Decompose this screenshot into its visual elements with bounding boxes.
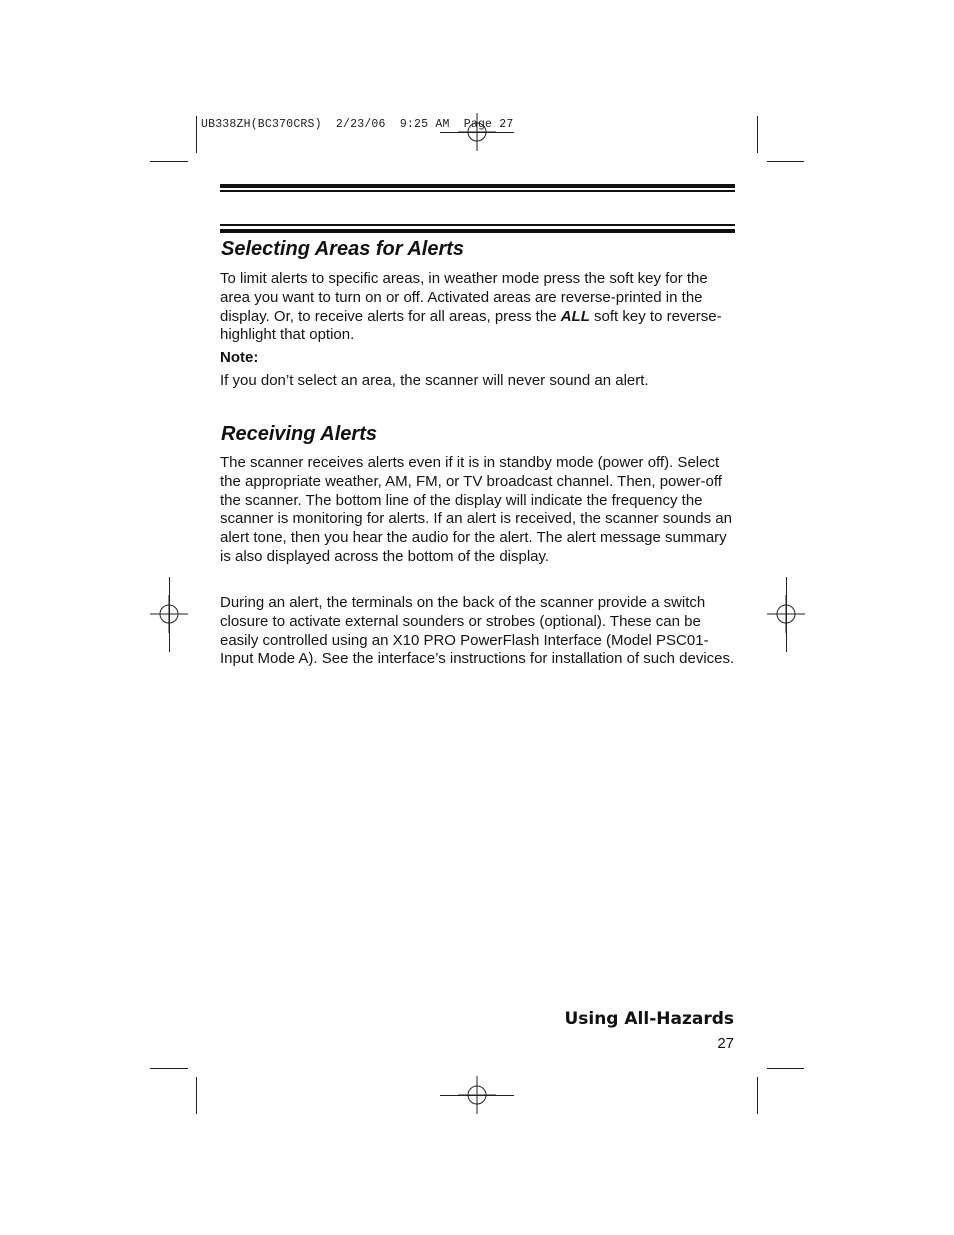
crop-mark-top-left-horizontal — [150, 161, 188, 162]
footer-section-title: Using All-Hazards — [564, 1009, 734, 1029]
section2-paragraph-1: The scanner receives alerts even if it is in standby mode (power off). Select the appropriate weather, AM, FM, or TV broadcast channel. Then, power-off the scanner. The bottom line of the display will indicate the frequency the scanner is monitoring for alerts. If an alert is received, the scanner sounds an alert tone, then you hear the audio for the alert. The alert message summary is also displayed across the bottom of the display. — [220, 454, 732, 565]
section-rule-1 — [220, 224, 735, 226]
section1-paragraph-text-b: soft key to reverse-highlight that option. — [220, 307, 722, 344]
crop-mark-bottom-right-vertical — [757, 1077, 758, 1114]
section-heading-selecting-areas: Selecting Areas for Alerts — [221, 238, 465, 260]
note-text: If you don’t select an area, the scanner will never sound an alert. — [220, 372, 649, 389]
section1-paragraph-text-a: To limit alerts to specific areas, in weather mode press the soft key for the area you want to turn on or off. Activated areas are reverse-printed in the display. Or, to receive alerts for all areas, press the — [220, 270, 708, 325]
crop-mark-bottom-left-horizontal — [150, 1068, 188, 1069]
registration-mark-bottom-bar — [440, 1095, 514, 1096]
crop-mark-top-right-vertical — [757, 116, 758, 153]
crop-mark-top-right-horizontal — [767, 161, 804, 162]
section-rule-2 — [220, 229, 735, 233]
note-label: Note: — [220, 349, 259, 366]
crop-mark-top-left-vertical — [196, 116, 197, 153]
section-heading-receiving-alerts: Receiving Alerts — [221, 423, 377, 445]
page-number: 27 — [717, 1035, 734, 1052]
all-key-reference: ALL — [560, 307, 590, 325]
registration-mark-right-stem — [786, 577, 787, 652]
print-slug: UB338ZH(BC370CRS) 2/23/06 9:25 AM Page 27 — [201, 118, 514, 131]
section1-paragraph — [220, 270, 736, 345]
crop-mark-bottom-right-horizontal — [767, 1068, 804, 1069]
registration-mark-left-stem — [169, 577, 170, 652]
section2-paragraph-2: During an alert, the terminals on the back of the scanner provide a switch closure to activate external sounders or strobes (optional). These can be easily controlled using an X10 PRO PowerFlash Interface (Model PSC01-Input Mode A). See the interface’s instructions for installation of such devices. — [220, 594, 735, 668]
header-rule-top-1 — [220, 184, 735, 188]
crop-mark-bottom-left-vertical — [196, 1077, 197, 1114]
registration-mark-top-bar — [440, 132, 514, 133]
header-rule-top-2 — [220, 190, 735, 192]
